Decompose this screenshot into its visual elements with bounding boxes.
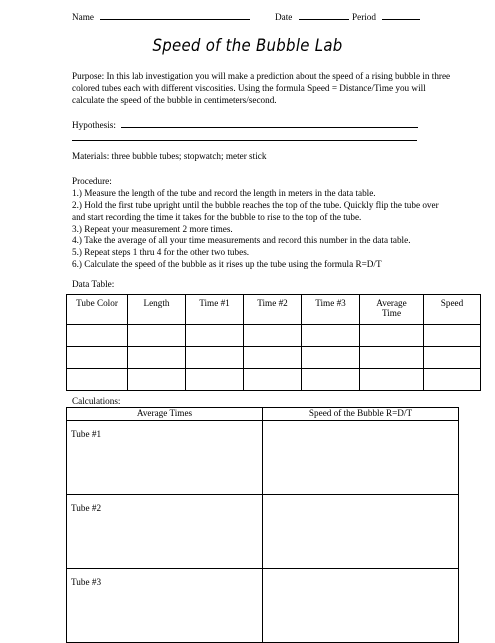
calculations-label: Calculations: <box>72 396 121 406</box>
table-cell[interactable] <box>244 369 302 391</box>
header-time-3: Time #3 <box>302 295 360 325</box>
procedure-step-1: 1.) Measure the length of the tube and record the length in meters in the data table. <box>72 188 376 198</box>
header-time-1: Time #1 <box>186 295 244 325</box>
name-label: Name <box>72 12 94 22</box>
tube-2-label[interactable]: Tube #2 <box>67 495 263 569</box>
table-cell[interactable] <box>186 325 244 347</box>
header-average-times: Average Times <box>67 408 263 421</box>
header-length: Length <box>128 295 186 325</box>
page-title: Speed of the Bubble Lab <box>152 36 343 56</box>
table-cell[interactable] <box>186 369 244 391</box>
period-blank <box>382 19 420 20</box>
table-row <box>67 421 459 495</box>
header-average-sub: Time <box>381 308 402 318</box>
tube-3-speed-cell[interactable] <box>263 569 459 643</box>
tube-3-label[interactable]: Tube #3 <box>67 569 263 643</box>
table-cell[interactable] <box>67 347 128 369</box>
procedure-step-5: 5.) Repeat steps 1 thru 4 for the other two tubes. <box>72 247 250 257</box>
header-average-time <box>360 295 424 325</box>
materials-text: Materials: three bubble tubes; stopwatch; meter stick <box>72 151 267 161</box>
header-speed: Speed <box>424 295 481 325</box>
table-cell[interactable] <box>67 369 128 391</box>
header-tube-color: Tube Color <box>67 295 128 325</box>
table-cell[interactable] <box>424 369 481 391</box>
hypothesis-field[interactable] <box>72 120 418 130</box>
table-cell[interactable] <box>424 325 481 347</box>
data-table <box>66 294 481 391</box>
table-cell[interactable] <box>302 325 360 347</box>
table-cell[interactable] <box>186 347 244 369</box>
period-label: Period <box>352 12 376 22</box>
procedure-label: Procedure: <box>72 176 112 186</box>
header-speed-of-bubble: Speed of the Bubble R=D/T <box>263 408 459 421</box>
table-cell[interactable] <box>128 369 186 391</box>
table-row <box>67 569 459 643</box>
procedure-step-3: 3.) Repeat your measurement 2 more times. <box>72 224 233 234</box>
header-average-label: Average <box>376 298 407 308</box>
name-field[interactable] <box>72 12 250 22</box>
name-blank <box>100 19 250 20</box>
date-label: Date <box>275 12 293 22</box>
table-cell[interactable] <box>128 325 186 347</box>
table-cell[interactable] <box>360 369 424 391</box>
table-cell[interactable] <box>424 347 481 369</box>
calc-header-row <box>67 408 459 421</box>
data-table-label: Data Table: <box>72 279 115 289</box>
table-cell[interactable] <box>244 347 302 369</box>
table-cell[interactable] <box>244 325 302 347</box>
procedure-step-6: 6.) Calculate the speed of the bubble as it rises up the tube using the formula R=D/T <box>72 259 382 269</box>
table-cell[interactable] <box>302 369 360 391</box>
procedure-step-2: 2.) Hold the first tube upright until the bubble reaches the top of the tube. Quickly flip the tube over <box>72 200 439 210</box>
procedure-step-4: 4.) Take the average of all your time measurements and record this number in the data table. <box>72 235 411 245</box>
table-cell[interactable] <box>302 347 360 369</box>
table-cell[interactable] <box>360 325 424 347</box>
header-time-2: Time #2 <box>244 295 302 325</box>
hypothesis-blank-1 <box>121 127 418 128</box>
date-blank <box>299 19 349 20</box>
hypothesis-label: Hypothesis: <box>72 120 116 130</box>
calculations-table <box>66 407 459 643</box>
table-cell[interactable] <box>360 347 424 369</box>
procedure-step-2-cont: and start recording the time it takes for the bubble to rise to the top of the tube. <box>72 212 362 222</box>
period-field[interactable] <box>352 12 420 22</box>
tube-2-speed-cell[interactable] <box>263 495 459 569</box>
data-table-header-row <box>67 295 481 325</box>
tube-1-speed-cell[interactable] <box>263 421 459 495</box>
purpose-line-2: colored tubes each with different viscosities. Using the formula Speed = Distance/Time you will <box>72 83 426 93</box>
table-cell[interactable] <box>67 325 128 347</box>
hypothesis-blank-2[interactable] <box>72 140 417 141</box>
table-row <box>67 325 481 347</box>
table-row <box>67 369 481 391</box>
date-field[interactable] <box>275 12 349 22</box>
table-row <box>67 347 481 369</box>
purpose-line-3: calculate the speed of the bubble in centimeters/second. <box>72 95 277 105</box>
tube-1-label[interactable]: Tube #1 <box>67 421 263 495</box>
table-row <box>67 495 459 569</box>
table-cell[interactable] <box>128 347 186 369</box>
purpose-line-1: Purpose: In this lab investigation you will make a prediction about the speed of a rising bubble in three <box>72 71 451 81</box>
